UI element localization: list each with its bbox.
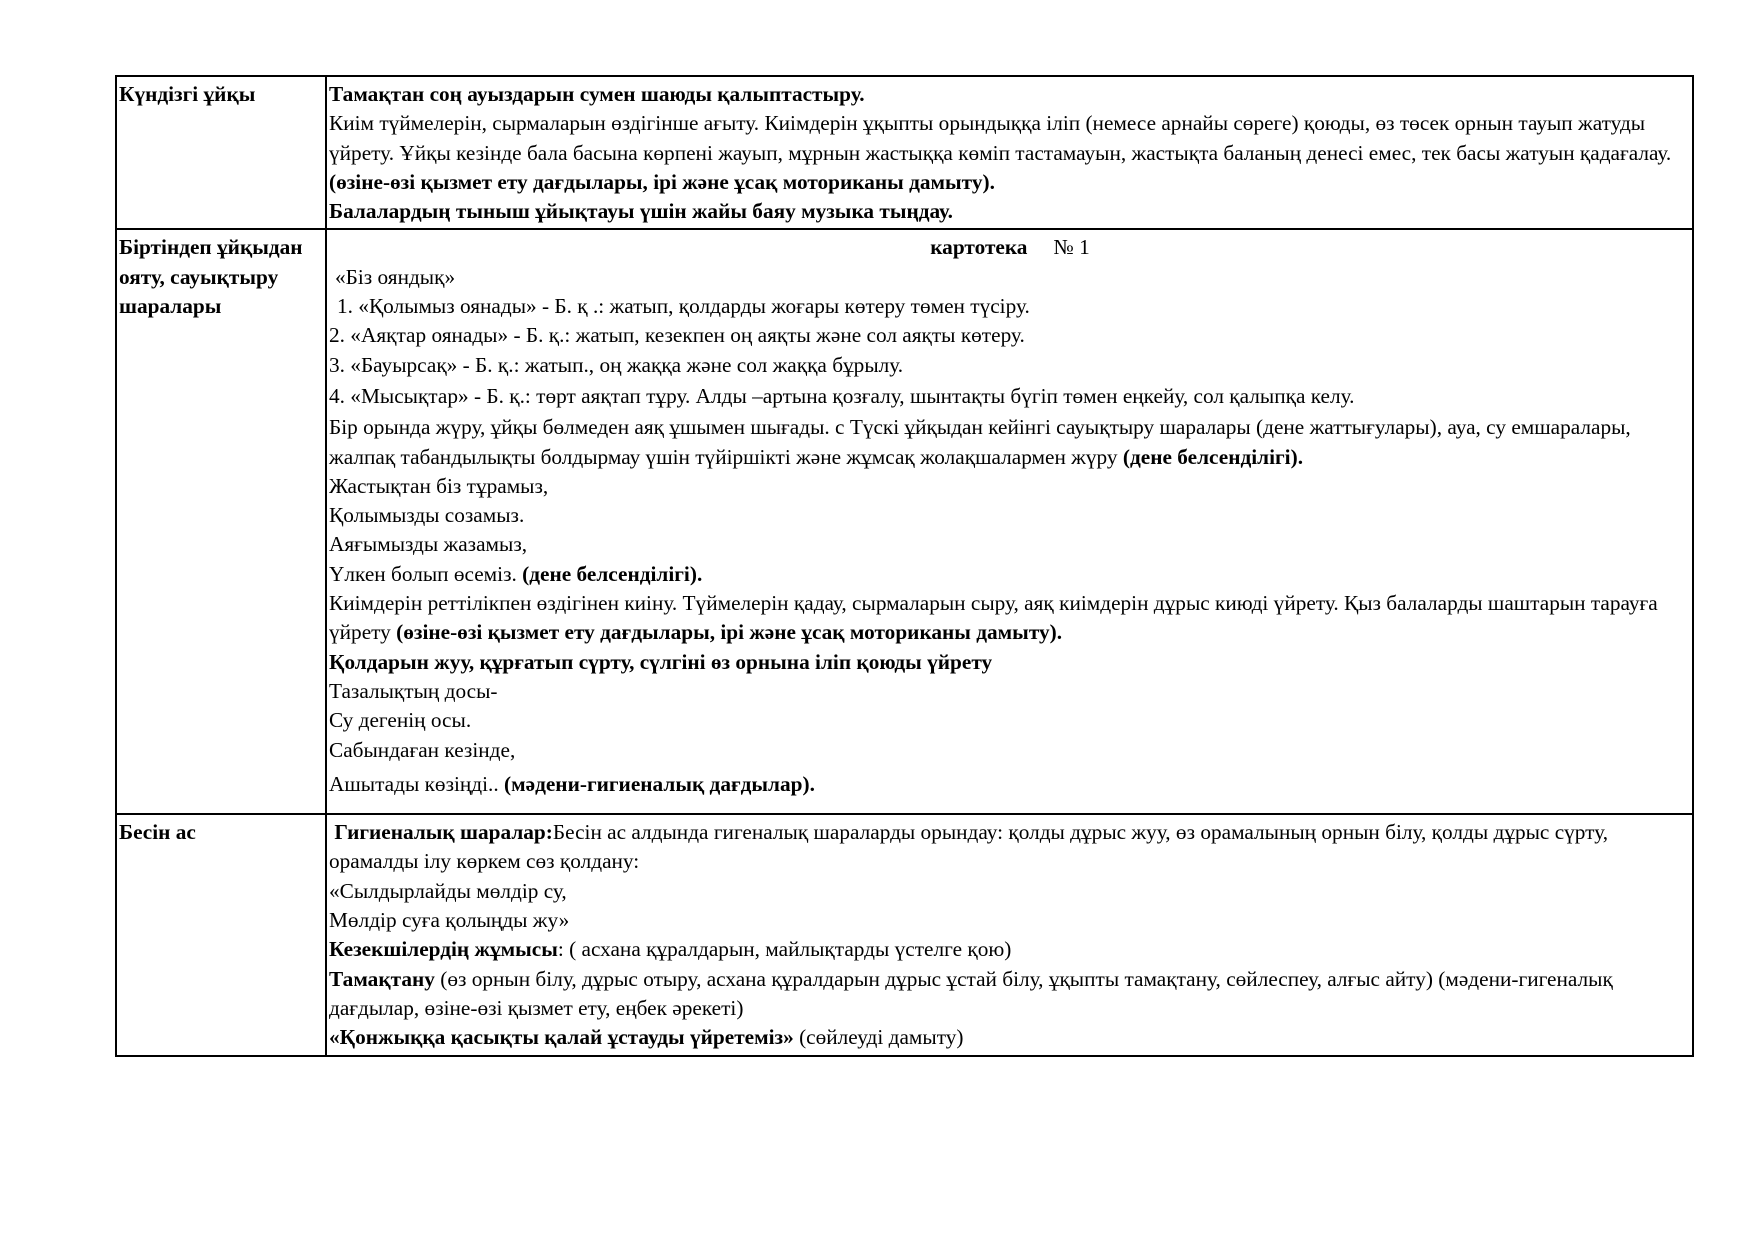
text-line: «Қонжыққа қасықты қалай ұстауды үйретеміз» (сөйлеуді дамыту) (329, 1025, 964, 1050)
table-row (116, 814, 1693, 1055)
text-line: 4. «Мысықтар» - Б. қ.: төрт аяқтап тұру. Алды –артына қозғалу, шынтақты бүгіп төмен еңкейу, сол қалыпқа келу. (329, 383, 1355, 408)
text-line: Кезекшілердің жұмысы: ( асхана құралдарын, майлықтарды үстелге қою) (329, 937, 1012, 962)
row-label: Күндізгі ұйқы (116, 76, 326, 229)
text-line: Киімдерін реттілікпен өздігінен киіну. Түймелерін қадау, сырмаларын сыру, аяқ киімдерін дұрыс киюді үйрету. Қыз балаларды шаштарын тарауға үйрету (өзіне-өзі қызмет ету дағдылары, ірі және ұсақ моториканы дамыту). (329, 591, 1658, 645)
text-line: Су дегенің осы. (329, 708, 472, 733)
text-line: 2. «Аяқтар оянады» - Б. қ.: жатып, кезекпен оң аяқты және сол аяқты көтеру. (329, 323, 1025, 348)
text-line: 1. «Қолымыз оянады» - Б. қ .: жатып, қолдарды жоғары көтеру төмен түсіру. (337, 294, 1030, 319)
text-line: Ашытады көзіңді.. (мәдени-гигиеналық дағдылар). (329, 771, 815, 796)
text-line: Қолдарын жуу, құрғатып сүрту, сүлгіні өз орнына іліп қоюды үйрету (329, 649, 993, 674)
text-line: Тазалықтың досы- (329, 678, 498, 703)
text-line: Киім түймелерін, сырмаларын өздігінше ағыту. Киімдерін ұқыпты орындыққа іліп (немесе арнайы сөреге) қоюды, өз төсек орнын тауып жатуды үйрету. Ұйқы кезінде бала басына көрпені жауып, мұрнын жастыққа көміп тастамауын, жастықта баланың денесі емес, тек басы жатуын қадағалау. (өзіне-өзі қызмет ету дағдылары, ірі және ұсақ моториканы дамыту). (329, 111, 1672, 194)
text-line: Сабындаған кезінде, (329, 737, 516, 762)
card-heading: картотека № 1 (930, 235, 1090, 260)
row-content (326, 229, 1693, 814)
row-content (326, 76, 1693, 229)
text-line: Бір орында жүру, ұйқы бөлмеден аяқ ұшымен шығады. с Түскі ұйқыдан кейінгі сауықтыру шаралары (дене жаттығулары), ауа, су емшаралары, жалпақ табандылықты болдырмау үшін түйіршікті және жұмсақ жолақшалармен жүру (дене белсенділігі). (329, 415, 1631, 469)
text-line: Балалардың тыныш ұйықтауы үшін жайы баяу музыка тыңдау. (329, 199, 953, 224)
text-line: Аяғымызды жазамыз, (329, 532, 528, 557)
text-line: Үлкен болып өсеміз. (дене белсенділігі). (329, 561, 703, 586)
text-line: Жастықтан біз тұрамыз, (329, 473, 549, 498)
text-line: Мөлдір суға қолыңды жу» (329, 908, 570, 933)
text-line: 3. «Бауырсақ» - Б. қ.: жатып., оң жаққа және сол жаққа бұрылу. (329, 352, 904, 377)
text-line: Қолымызды созамыз. (329, 503, 525, 528)
row-content (326, 814, 1693, 1055)
text-line: «Сылдырлайды мөлдір су, (329, 878, 567, 903)
text-line: «Біз ояндық» (335, 264, 456, 289)
table-row (116, 229, 1693, 814)
text-line: Тамақтан соң ауыздарын сумен шаюды қалыптастыру. (329, 82, 865, 106)
row-label: Біртіндеп ұйқыдан ояту, сауықтыру шаралары (116, 229, 326, 814)
row-label: Бесін ас (116, 814, 326, 1055)
daily-plan-table (115, 75, 1694, 1057)
text-line: Гигиеналық шаралар:Бесін ас алдында гигеналық шараларды орындау: қолды дұрыс жуу, өз орамалының орнын білу, қолды дұрыс сүрту, орамалды ілу көркем сөз қолдану: (329, 820, 1609, 874)
table-row (116, 76, 1693, 229)
text-line: Тамақтану (өз орнын білу, дұрыс отыру, асхана құралдарын дұрыс ұстай білу, ұқыпты тамақтану, сөйлеспеу, алғыс айту) (мәдени-гигеналық дағдылар, өзіне-өзі қызмет ету, еңбек әрекеті) (329, 966, 1613, 1020)
